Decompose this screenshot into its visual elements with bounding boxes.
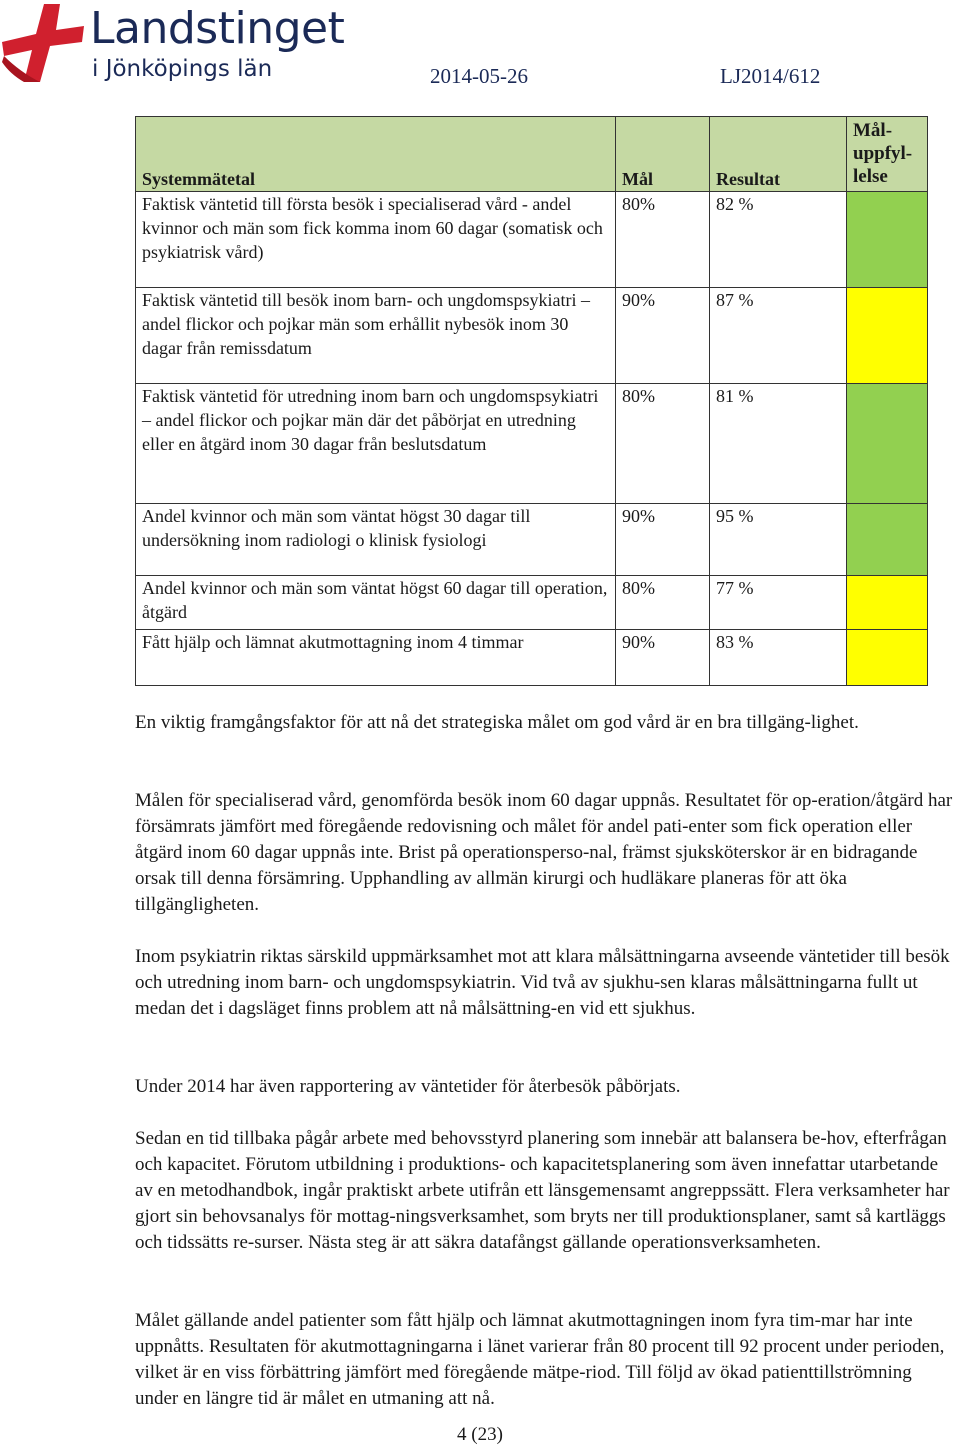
table-row xyxy=(136,504,928,576)
result-cell: 95 % xyxy=(710,504,847,576)
goal-cell: 90% xyxy=(616,504,710,576)
metrics-table xyxy=(135,116,928,686)
goal-cell: 90% xyxy=(616,288,710,384)
status-indicator-yellow xyxy=(847,288,928,384)
status-indicator-yellow xyxy=(847,576,928,630)
metric-cell: Andel kvinnor och män som väntat högst 30 dagar till undersökning inom radiologi o klinisk fysiologi xyxy=(136,504,616,576)
paragraph: En viktig framgångsfaktor för att nå det strategiska målet om god vård är en bra tillgäng-lighet. xyxy=(135,712,859,733)
metric-cell: Fått hjälp och lämnat akutmottagning inom 4 timmar xyxy=(136,630,616,686)
header-metric: Systemmätetal xyxy=(136,117,616,192)
logo-cross-icon xyxy=(0,2,86,84)
paragraph: Under 2014 har även rapportering av väntetider för återbesök påbörjats. xyxy=(135,1076,681,1097)
header-fulfilment-line: Mål- xyxy=(853,120,893,141)
page-header xyxy=(0,0,960,100)
result-cell: 87 % xyxy=(710,288,847,384)
table-row xyxy=(136,384,928,504)
header-fulfilment xyxy=(847,117,928,192)
goal-cell: 80% xyxy=(616,576,710,630)
result-cell: 82 % xyxy=(710,192,847,288)
table-header-row xyxy=(136,117,928,192)
document-reference: LJ2014/612 xyxy=(720,64,821,88)
table-row xyxy=(136,192,928,288)
goal-cell: 90% xyxy=(616,630,710,686)
result-cell: 81 % xyxy=(710,384,847,504)
paragraph: Inom psykiatrin riktas särskild uppmärksamhet mot att klara målsättningarna avseende väntetider till besök och utredning inom barn- och ungdomspsykiatrin. Vid två av sjukhu-sen klaras målsättningarna fullt ut medan det i dagsläget finns problem att nå målsättning-en vid ett sjukhus. xyxy=(135,946,950,1019)
header-fulfilment-line: uppfyl- xyxy=(853,143,913,164)
result-cell: 77 % xyxy=(710,576,847,630)
metric-cell: Faktisk väntetid för utredning inom barn och ungdomspsykiatri – andel flickor och pojkar män där det påbörjat en utredning eller en åtgärd inom 30 dagar från beslutsdatum xyxy=(136,384,616,504)
header-fulfilment-line: lelse xyxy=(853,166,888,187)
metric-cell: Faktisk väntetid till besök inom barn- och ungdomspsykiatri – andel flickor och pojkar män som erhållit nybesök inom 30 dagar från remissdatum xyxy=(136,288,616,384)
paragraph: Målen för specialiserad vård, genomförda besök inom 60 dagar uppnås. Resultatet för op-eration/åtgärd har försämrats jämfört med föregående redovisning och målet för andel pati-enter som fick operation eller åtgärd inom 60 dagar uppnås inte. Brist på operationsperso-nal, främst sjuksköterskor är en bidragande orsak till denna försämring. Upphandling av allmän kirurgi och hudläkare planeras för att öka tillgängligheten. xyxy=(135,790,953,915)
metric-cell: Andel kvinnor och män som väntat högst 60 dagar till operation, åtgärd xyxy=(136,576,616,630)
table-row xyxy=(136,576,928,630)
status-indicator-green xyxy=(847,504,928,576)
status-indicator-yellow xyxy=(847,630,928,686)
logo-title: Landstinget xyxy=(90,3,345,54)
logo-subtitle: i Jönköpings län xyxy=(92,56,273,82)
page-number: 4 (23) xyxy=(457,1424,503,1445)
status-indicator-green xyxy=(847,192,928,288)
goal-cell: 80% xyxy=(616,384,710,504)
header-goal: Mål xyxy=(616,117,710,192)
table-row xyxy=(136,630,928,686)
goal-cell: 80% xyxy=(616,192,710,288)
status-indicator-green xyxy=(847,384,928,504)
table-row xyxy=(136,288,928,384)
document-date: 2014-05-26 xyxy=(430,64,528,88)
metric-cell: Faktisk väntetid till första besök i specialiserad vård - andel kvinnor och män som fick komma inom 60 dagar (somatisk och psykiatrisk vård) xyxy=(136,192,616,288)
paragraph: Målet gällande andel patienter som fått hjälp och lämnat akutmottagningen inom fyra tim-mar har inte uppnåtts. Resultaten för akutmottagningarna i länet varierar från 80 procent till 92 procent under perioden, vilket är en viss förbättring jämfört med föregående mätpe-riod. Till följd av ökad patienttillströmning under en längre tid är målet en utmaning att nå. xyxy=(135,1310,945,1409)
organization-logo xyxy=(0,0,360,90)
result-cell: 83 % xyxy=(710,630,847,686)
header-result: Resultat xyxy=(710,117,847,192)
paragraph: Sedan en tid tillbaka pågår arbete med behovsstyrd planering som innebär att balansera be-hov, efterfrågan och kapacitet. Förutom utbildning i produktions- och kapacitetsplanering som även innefattar utarbetande av en metodhandbok, ingår praktiskt arbete utifrån ett länsgemensamt angreppssätt. Flera verksamheter har gjort sin behovsanalys för mottag-ningsverksamhet, som bryts ner till produktionsplaner, samt så kartläggs och tidssätts re-surser. Nästa steg är att säkra datafångst gällande operationsverksamheten. xyxy=(135,1128,950,1253)
